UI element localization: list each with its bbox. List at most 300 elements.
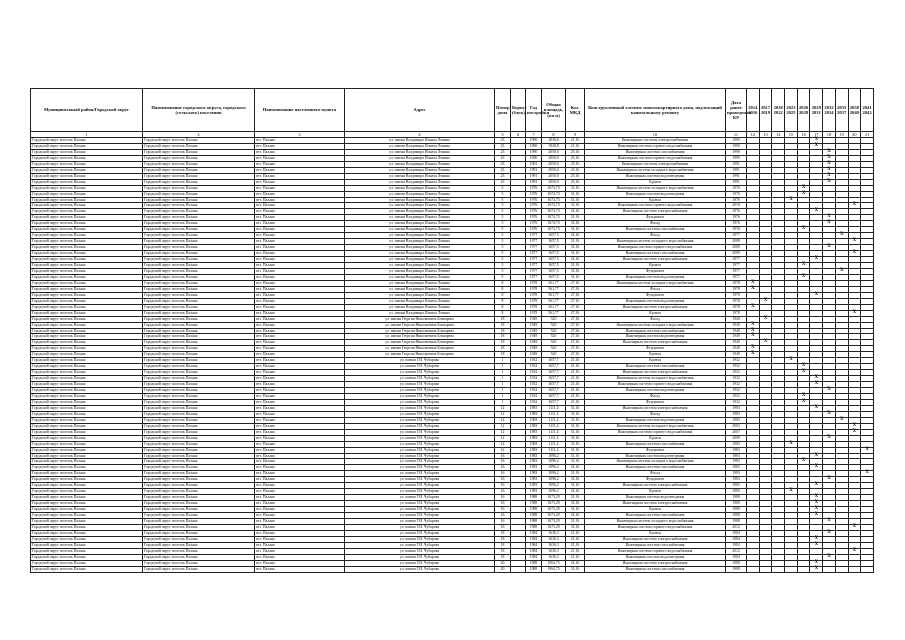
address-cell: ул. имени Г.И. Чубарова [345,423,495,429]
element-cell: Кровля [585,197,726,203]
previous-repair-date-cell: 1932 [726,399,747,405]
period-cell-6: X [810,405,823,411]
area-cell: 1674,73 [542,227,566,233]
district-cell: Городской округ поселок Палана [31,257,143,263]
count-cell: 31,16 [566,239,585,245]
house-number-cell: 16 [495,519,511,525]
district-cell: Городской округ поселок Палана [31,530,143,536]
period-cell-6: X [810,209,823,215]
district-cell: Городской округ поселок Палана [31,447,143,453]
year-built-cell: 1949 [526,346,542,352]
house-number-cell: 23 [495,173,511,179]
previous-repair-date-cell: 1990 [726,143,747,149]
address-cell: ул. имени Г.И. Чубарова [345,417,495,423]
element-cell: Фасад [585,286,726,292]
locality-cell: пгт. Палана [255,155,345,161]
address-cell: ул. имени Владимира Ильича Ленина [345,149,495,155]
column-header-7: Год постройки [526,89,542,132]
locality-cell: пгт. Палана [255,548,345,554]
period-cell-7: X [823,149,836,155]
element-cell: Инженерная система водоотведения [585,191,726,197]
address-cell: ул. имени Г.И. Чубарова [345,483,495,489]
column-header-4: Адрес [345,89,495,132]
area-cell: 520 [542,340,566,346]
year-built-cell: 1949 [526,340,542,346]
locality-cell: пгт. Палана [255,286,345,292]
element-cell: Кровля [585,358,726,364]
address-cell: ул. имени Г.И. Чубарова [345,453,495,459]
locality-cell: пгт. Палана [255,536,345,542]
count-cell: 25,16 [566,149,585,155]
district-cell: Городской округ поселок Палана [31,328,143,334]
element-cell: Фундамент [585,477,726,483]
previous-repair-date-cell: 1983 [726,459,747,465]
count-cell: 25,16 [566,161,585,167]
district-cell: Городской округ поселок Палана [31,560,143,566]
locality-cell: пгт. Палана [255,501,345,507]
year-built-cell: 1976 [526,185,542,191]
period-cell-7: X [823,155,836,161]
year-built-cell: 1990 [526,155,542,161]
column-header-21: 2041 2043 [861,89,874,132]
period-cell-8: X [835,417,848,423]
house-number-cell: 12 [495,423,511,429]
house-number-cell: 18 [495,316,511,322]
period-cell-6: X [810,507,823,513]
building-block-cell [511,566,526,572]
house-number-cell: 1 [495,370,511,376]
count-cell: 21,16 [566,358,585,364]
period-cell-6: X [810,536,823,542]
area-cell: 1674,73 [542,209,566,215]
period-cell-1: X [747,322,760,328]
year-built-cell: 1949 [526,328,542,334]
element-cell: Кровля [585,310,726,316]
settlement-cell: Городской округ поселок Палана [143,179,255,185]
house-number-cell: 20 [495,560,511,566]
house-number-cell: 8 [495,292,511,298]
district-cell: Городской округ поселок Палана [31,239,143,245]
column-number-9: 9 [566,132,585,138]
period-cell-7: X [823,519,836,525]
year-built-cell: 1976 [526,197,542,203]
period-cell-9: X [848,239,861,245]
district-cell: Городской округ поселок Палана [31,197,143,203]
area-cell: 1111,4 [542,429,566,435]
area-cell: 1657,5 [542,245,566,251]
locality-cell: пгт. Палана [255,322,345,328]
capital-repair-table [30,88,874,573]
period-cell-9: X [848,310,861,316]
element-cell: Инженерная система холодного водоснабжения [585,459,726,465]
previous-repair-date-cell: 1932 [726,364,747,370]
settlement-cell: Городской округ поселок Палана [143,453,255,459]
previous-repair-date-cell: 1949 [726,328,747,334]
period-cell-7: X [823,530,836,536]
year-built-cell: 1976 [526,203,542,209]
settlement-cell: Городской округ поселок Палана [143,322,255,328]
locality-cell: пгт. Палана [255,352,345,358]
house-number-cell: 16 [495,489,511,495]
element-cell: Фундамент [585,215,726,221]
year-built-cell: 1978 [526,292,542,298]
locality-cell: пгт. Палана [255,447,345,453]
locality-cell: пгт. Палана [255,459,345,465]
period-cell-6: X [810,542,823,548]
area-cell: 1111,4 [542,405,566,411]
column-number-8: 8 [542,132,566,138]
settlement-cell: Городской округ поселок Палана [143,286,255,292]
area-cell: 1636,3 [542,548,566,554]
district-cell: Городской округ поселок Палана [31,346,143,352]
count-cell: 31,16 [566,191,585,197]
element-cell: Кровля [585,530,726,536]
year-built-cell: 1983 [526,477,542,483]
settlement-cell: Городской округ поселок Палана [143,280,255,286]
locality-cell: пгт. Палана [255,423,345,429]
year-built-cell: 1984 [526,530,542,536]
count-cell: 31,16 [566,441,585,447]
period-cell-3 [772,566,785,572]
element-cell: Инженерная система холодного водоснабжения [585,519,726,525]
house-number-cell: 8 [495,286,511,292]
locality-cell: пгт. Палана [255,483,345,489]
count-cell: 21,16 [566,536,585,542]
house-number-cell: 12 [495,417,511,423]
district-cell: Городской округ поселок Палана [31,417,143,423]
column-number-4: 4 [345,132,495,138]
period-cell-5: X [797,263,810,269]
area-cell: 1096,2 [542,453,566,459]
previous-repair-date-cell: 1991 [726,179,747,185]
area-cell: 1673,29 [542,507,566,513]
period-cell-9: X [848,203,861,209]
table-header [31,89,874,138]
count-cell: 21,16 [566,143,585,149]
element-cell: Инженерная система водоотведения [585,453,726,459]
previous-repair-date-cell: 1984 [726,536,747,542]
previous-repair-date-cell: 1978 [726,298,747,304]
address-cell: ул. имени Владимира Ильича Ленина [345,143,495,149]
area-cell: 1657,7 [542,399,566,405]
count-cell: 27,16 [566,298,585,304]
address-cell: ул. имени Георгия Николаевича Бочкарева [345,340,495,346]
area-cell: 561,77 [542,280,566,286]
address-cell: ул. имени Г.И. Чубарова [345,435,495,441]
district-cell: Городской округ поселок Палана [31,364,143,370]
previous-repair-date-cell: 2012 [726,548,747,554]
settlement-cell: Городской округ поселок Палана [143,358,255,364]
house-number-cell: 12 [495,435,511,441]
settlement-cell: Городской округ поселок Палана [143,501,255,507]
district-cell: Городской округ поселок Палана [31,435,143,441]
count-cell: 27,16 [566,346,585,352]
locality-cell: пгт. Палана [255,263,345,269]
settlement-cell: Городской округ поселок Палана [143,411,255,417]
address-cell: ул. имени Георгия Николаевича Бочкарева [345,316,495,322]
previous-repair-date-cell: 1977 [726,268,747,274]
address-cell: ул. имени Владимира Ильича Ленина [345,179,495,185]
element-cell: Инженерная система газоснабжения [585,227,726,233]
count-cell: 31,16 [566,417,585,423]
house-number-cell: 1 [495,358,511,364]
count-cell: 27,16 [566,340,585,346]
area-cell: 1673,29 [542,501,566,507]
district-cell: Городской округ поселок Палана [31,489,143,495]
year-built-cell: 1983 [526,459,542,465]
house-number-cell: 18 [495,548,511,554]
house-number-cell: 5 [495,233,511,239]
count-cell: 31,16 [566,453,585,459]
column-header-15: 2023 2025 [785,89,798,132]
district-cell: Городской округ поселок Палана [31,334,143,340]
count-cell: 21,16 [566,370,585,376]
settlement-cell: Городской округ поселок Палана [143,268,255,274]
house-number-cell: 18 [495,322,511,328]
area-cell: 1674,73 [542,197,566,203]
area-cell: 1636,3 [542,554,566,560]
period-cell-1: X [747,334,760,340]
settlement-cell: Городской округ поселок Палана [143,298,255,304]
locality-cell: пгт. Палана [255,542,345,548]
house-number-cell: 5 [495,215,511,221]
district-cell: Городской округ поселок Палана [31,268,143,274]
house-number-cell: 5 [495,245,511,251]
count-cell: 31,16 [566,227,585,233]
period-cell-1: X [747,346,760,352]
area-cell: 520 [542,346,566,352]
year-built-cell: 1990 [526,143,542,149]
area-cell: 1096,2 [542,489,566,495]
settlement-cell: Городской округ поселок Палана [143,423,255,429]
district-cell: Городской округ поселок Палана [31,167,143,173]
previous-repair-date-cell: 1983 [726,453,747,459]
period-cell-7: X [823,388,836,394]
count-cell: 31,16 [566,495,585,501]
column-number-17: 17 [810,132,823,138]
locality-cell: пгт. Палана [255,388,345,394]
settlement-cell: Городской округ поселок Палана [143,435,255,441]
house-number-cell: 5 [495,197,511,203]
locality-cell: пгт. Палана [255,268,345,274]
address-cell: ул. имени Владимира Ильича Ленина [345,298,495,304]
column-header-16: 2026 2028 [797,89,810,132]
element-cell: Инженерная система электроснабжения [585,370,726,376]
locality-cell: пгт. Палана [255,280,345,286]
house-number-cell: 23 [495,143,511,149]
element-cell: Инженерная система газоснабжения [585,364,726,370]
column-number-12: 12 [747,132,760,138]
district-cell: Городской округ поселок Палана [31,370,143,376]
element-cell: Кровля [585,352,726,358]
element-cell: Инженерная система водоотведения [585,173,726,179]
element-cell: Инженерная система холодного водоснабжения [585,185,726,191]
element-cell: Фасад [585,471,726,477]
previous-repair-date-cell: 1932 [726,376,747,382]
address-cell: ул. имени Владимира Ильича Ленина [345,203,495,209]
previous-repair-date-cell: 2009 [726,251,747,257]
count-cell: 21,16 [566,364,585,370]
area-cell: 1657,5 [542,257,566,263]
district-cell: Городской округ поселок Палана [31,161,143,167]
year-built-cell: 1949 [526,322,542,328]
locality-cell: пгт. Палана [255,298,345,304]
year-built-cell: 1991 [526,167,542,173]
settlement-cell: Городской округ поселок Палана [143,524,255,530]
period-cell-9 [848,566,861,572]
previous-repair-date-cell: 1983 [726,405,747,411]
count-cell: 25,16 [566,179,585,185]
count-cell: 31,16 [566,221,585,227]
locality-cell: пгт. Палана [255,399,345,405]
element-cell: Фасад [585,316,726,322]
settlement-cell: Городской округ поселок Палана [143,459,255,465]
period-cell-7 [823,566,836,572]
settlement-cell: Городской округ поселок Палана [143,316,255,322]
period-cell-7: X [823,411,836,417]
year-built-cell: 1991 [526,161,542,167]
locality-cell: пгт. Палана [255,429,345,435]
year-built-cell: 1932 [526,399,542,405]
previous-repair-date-cell: 1978 [726,310,747,316]
locality-cell: пгт. Палана [255,310,345,316]
element-cell: Инженерная система электроснабжения [585,560,726,566]
year-built-cell: 1978 [526,280,542,286]
year-built-cell: 1991 [526,179,542,185]
district-cell: Городской округ поселок Палана [31,215,143,221]
address-cell: ул. имени Г.И. Чубарова [345,447,495,453]
settlement-cell: Городской округ поселок Палана [143,393,255,399]
district-cell: Городской округ поселок Палана [31,358,143,364]
settlement-cell: Городской округ поселок Палана [143,328,255,334]
district-cell: Городской округ поселок Палана [31,203,143,209]
area-cell: 1657,5 [542,268,566,274]
element-cell: Инженерная система водоотведения [585,388,726,394]
house-number-cell: 18 [495,530,511,536]
district-cell: Городской округ поселок Палана [31,149,143,155]
previous-repair-date-cell: 1978 [726,280,747,286]
period-cell-6: X [810,382,823,388]
year-built-cell: 1976 [526,227,542,233]
count-cell: 27,16 [566,286,585,292]
previous-repair-date-cell: 1988 [726,501,747,507]
house-number-cell: 5 [495,203,511,209]
year-built-cell: 1977 [526,257,542,263]
district-cell: Городской округ поселок Палана [31,536,143,542]
previous-repair-date-cell: 1932 [726,370,747,376]
count-cell: 27,16 [566,334,585,340]
column-header-12: 2014 2016 [747,89,760,132]
house-number-cell: 1 [495,399,511,405]
district-cell: Городской округ поселок Палана [31,554,143,560]
area-cell: 1111,4 [542,423,566,429]
previous-repair-date-cell: 2012 [726,524,747,530]
period-cell-4: X [785,358,798,364]
district-cell: Городской округ поселок Палана [31,513,143,519]
address-cell: ул. имени Владимира Ильича Ленина [345,138,495,144]
address-cell: ул. имени Г.И. Чубарова [345,399,495,405]
house-number-cell: 20 [495,566,511,572]
locality-cell: пгт. Палана [255,292,345,298]
element-cell: Фасад [585,393,726,399]
district-cell: Городской округ поселок Палана [31,292,143,298]
previous-repair-date-cell: 1988 [726,566,747,572]
area-cell: 1096,2 [542,465,566,471]
period-cell-2 [759,566,772,572]
count-cell: 31,16 [566,257,585,263]
settlement-cell: Городской округ поселок Палана [143,507,255,513]
house-number-cell: 12 [495,405,511,411]
address-cell: ул. имени Г.И. Чубарова [345,513,495,519]
settlement-cell: Городской округ поселок Палана [143,560,255,566]
area-cell: 520 [542,328,566,334]
count-cell: 21,16 [566,393,585,399]
house-number-cell: 1 [495,376,511,382]
previous-repair-date-cell: 1990 [726,138,747,144]
table-row [31,566,874,572]
year-built-cell: 1983 [526,405,542,411]
count-cell: 31,16 [566,447,585,453]
column-number-11: 11 [726,132,747,138]
address-cell: ул. имени Г.И. Чубарова [345,501,495,507]
address-cell: ул. имени Г.И. Чубарова [345,489,495,495]
previous-repair-date-cell: 1977 [726,263,747,269]
address-cell: ул. имени Георгия Николаевича Бочкарева [345,322,495,328]
district-cell: Городской округ поселок Палана [31,507,143,513]
year-built-cell: 1977 [526,274,542,280]
area-cell: 561,77 [542,286,566,292]
settlement-cell: Городской округ поселок Палана [143,203,255,209]
element-cell: Инженерные системы электроснабжения [585,161,726,167]
address-cell: ул. имени Г.И. Чубарова [345,459,495,465]
period-cell-6: X [810,483,823,489]
count-cell: 31,16 [566,185,585,191]
locality-cell: пгт. Палана [255,334,345,340]
previous-repair-date-cell: 1983 [726,441,747,447]
period-cell-7: X [823,215,836,221]
area-cell: 2050,0 [542,149,566,155]
house-number-cell: 5 [495,251,511,257]
district-cell: Городской округ поселок Палана [31,245,143,251]
district-cell: Городской округ поселок Палана [31,209,143,215]
district-cell: Городской округ поселок Палана [31,429,143,435]
locality-cell: пгт. Палана [255,417,345,423]
element-cell: Фасад [585,221,726,227]
settlement-cell: Городской округ поселок Палана [143,405,255,411]
element-cell: Инженерная система холодного водоснабжения [585,167,726,173]
element-cell: Инженерная система холодного водоснабжения [585,322,726,328]
area-cell: 520 [542,322,566,328]
year-built-cell: 1978 [526,286,542,292]
period-cell-6: X [810,566,823,572]
previous-repair-date-cell: 2003 [726,423,747,429]
area-cell: 1673,29 [542,519,566,525]
year-built-cell: 1983 [526,411,542,417]
locality-cell: пгт. Палана [255,203,345,209]
locality-cell: пгт. Палана [255,209,345,215]
element-cell: Кровля [585,489,726,495]
district-cell: Городской округ поселок Палана [31,393,143,399]
settlement-cell: Городской округ поселок Палана [143,215,255,221]
locality-cell: пгт. Палана [255,382,345,388]
address-cell: ул. имени Г.И. Чубарова [345,411,495,417]
count-cell: 31,16 [566,429,585,435]
area-cell: 1674,73 [542,203,566,209]
house-number-cell: 16 [495,495,511,501]
locality-cell: пгт. Палана [255,346,345,352]
column-number-14: 14 [772,132,785,138]
element-cell: Инженерная система газоснабжения [585,542,726,548]
